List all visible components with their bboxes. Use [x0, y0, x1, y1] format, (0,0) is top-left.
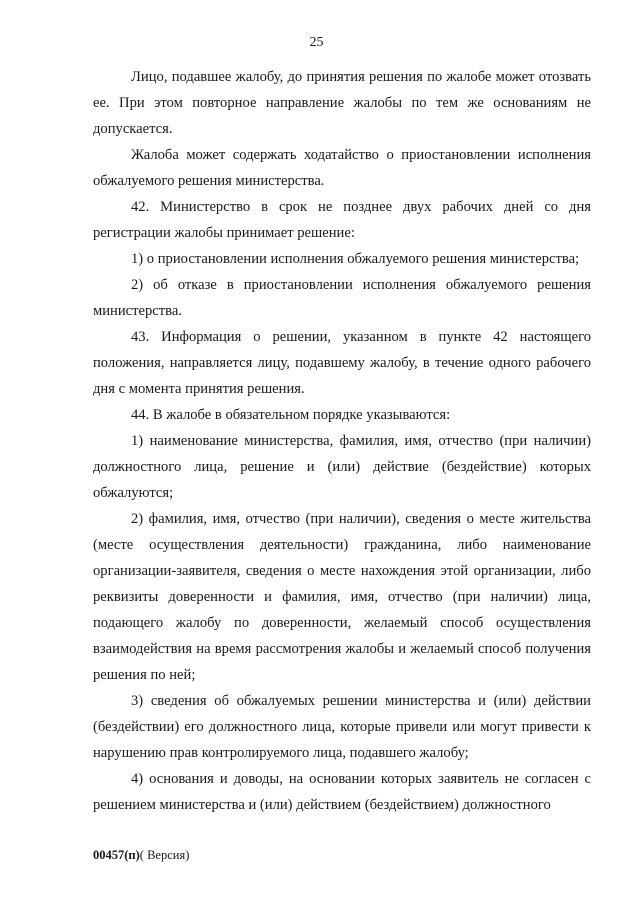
footer-version: ( Версия)	[139, 848, 190, 862]
paragraph-clause-43: 43. Информация о решении, указанном в пункте 42 настоящего положения, направляется лицу, подавшему жалобу, в течение одного рабочего дня с момента принятия решения.	[93, 329, 591, 397]
paragraph-clause-42-item-2: 2) об отказе в приостановлении исполнения обжалуемого решения министерства.	[93, 277, 591, 319]
page-number: 25	[309, 35, 324, 50]
document-footer	[93, 848, 189, 863]
paragraph-clause-44: 44. В жалобе в обязательном порядке указываются:	[131, 407, 451, 423]
paragraph-clause-44-item-3: 3) сведения об обжалуемых решении министерства и (или) действии (бездействии) его должностного лица, которые привели или могут привести к нарушению прав контролируемого лица, подавшего жалобу;	[93, 693, 591, 761]
paragraph-clause-44-item-4: 4) основания и доводы, на основании которых заявитель не согласен с решением министерства и (или) действием (бездействием) должностного	[93, 771, 591, 813]
paragraph-clause-44-item-2: 2) фамилия, имя, отчество (при наличии), сведения о месте жительства (месте осуществления деятельности) гражданина, либо наименование организации-заявителя, сведения о месте нахождения этой организации, либо реквизиты доверенности и фамилия, имя, отчество (при наличии) лица, подающего жалобу по доверенности, желаемый способ осуществления взаимодействия на время рассмотрения жалобы и желаемый способ получения решения по ней;	[93, 511, 591, 683]
footer-document-code: 00457(п)	[93, 848, 140, 862]
document-body	[93, 64, 591, 818]
paragraph-clause-42: 42. Министерство в срок не позднее двух рабочих дней со дня регистрации жалобы принимает решение:	[93, 199, 591, 241]
paragraph-suspension-request: Жалоба может содержать ходатайство о приостановлении исполнения обжалуемого решения министерства.	[93, 147, 591, 189]
paragraph-clause-42-item-1: 1) о приостановлении исполнения обжалуемого решения министерства;	[131, 251, 580, 267]
paragraph-withdrawal: Лицо, подавшее жалобу, до принятия решения по жалобе может отозвать ее. При этом повторное направление жалобы по тем же основаниям не допускается.	[93, 69, 591, 137]
paragraph-clause-44-item-1: 1) наименование министерства, фамилия, имя, отчество (при наличии) должностного лица, решение и (или) действие (бездействие) которых обжалуются;	[93, 433, 591, 501]
